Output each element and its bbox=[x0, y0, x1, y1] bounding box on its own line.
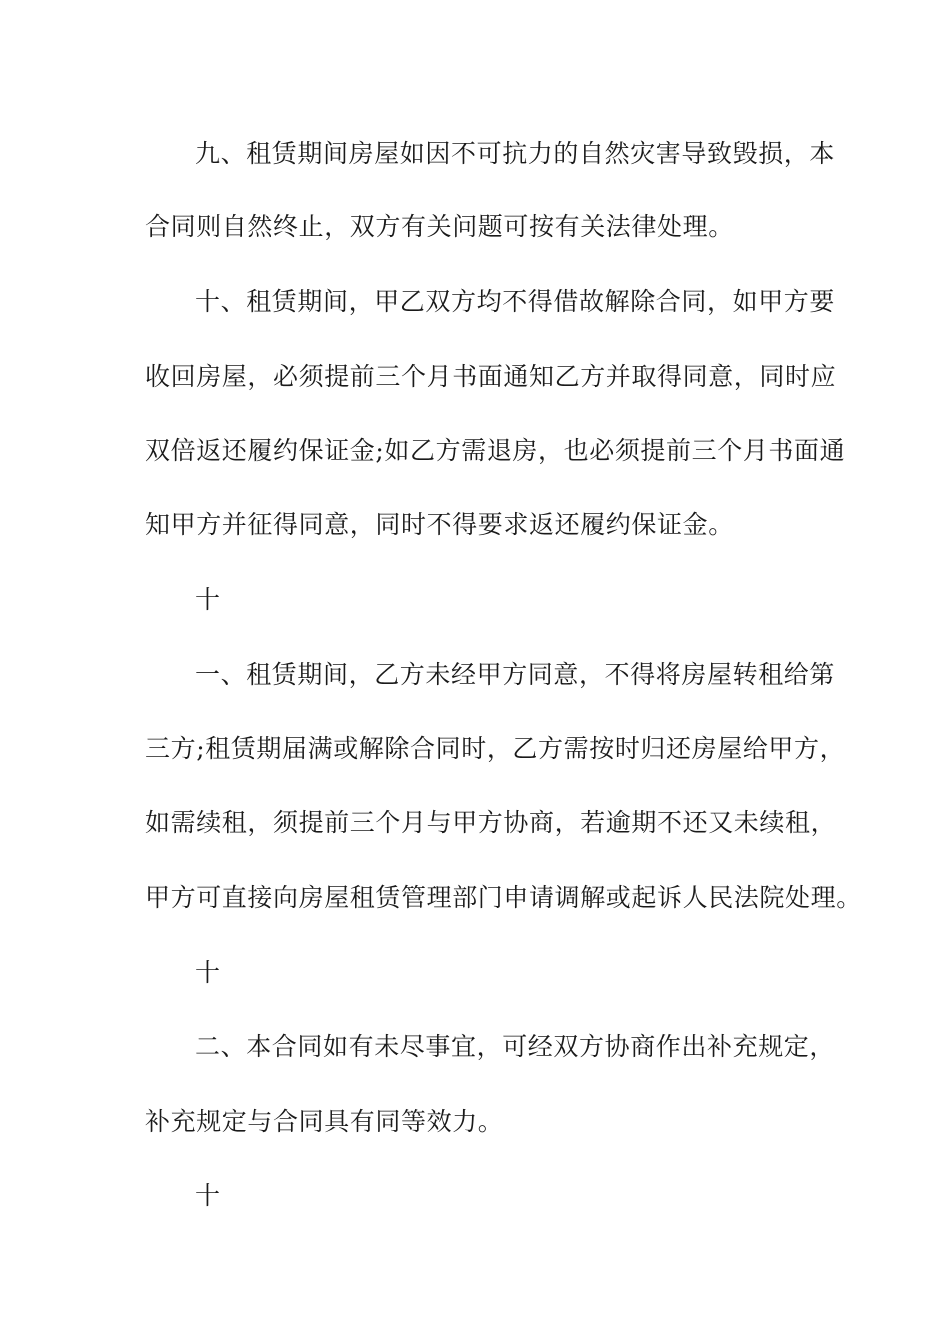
clause-11-line-1: 一、租赁期间，乙方未经甲方同意，不得将房屋转租给第 bbox=[195, 660, 836, 689]
clause-11-line-2: 三方;租赁期届满或解除合同时，乙方需按时归还房屋给甲方， bbox=[145, 734, 846, 763]
clause-12-line-2: 补充规定与合同具有同等效力。 bbox=[145, 1107, 504, 1136]
clause-12-line-1: 二、本合同如有未尽事宜，可经双方协商作出补充规定， bbox=[195, 1032, 836, 1061]
clause-12-number: 十 bbox=[195, 958, 221, 987]
clause-10-line-1: 十、租赁期间，甲乙双方均不得借故解除合同，如甲方要 bbox=[195, 287, 836, 316]
clause-9-line-1: 九、租赁期间房屋如因不可抗力的自然灾害导致毁损，本 bbox=[195, 139, 836, 168]
clause-11-number: 十 bbox=[195, 585, 221, 614]
clause-10-line-3: 双倍返还履约保证金;如乙方需退房，也必须提前三个月书面通 bbox=[145, 436, 846, 465]
clause-10-line-2: 收回房屋，必须提前三个月书面通知乙方并取得同意，同时应 bbox=[145, 362, 837, 391]
clause-10-line-4: 知甲方并征得同意，同时不得要求返还履约保证金。 bbox=[145, 510, 734, 539]
clause-9-line-2: 合同则自然终止，双方有关问题可按有关法律处理。 bbox=[145, 212, 734, 241]
clause-13-number: 十 bbox=[195, 1181, 221, 1210]
clause-11-line-3: 如需续租，须提前三个月与甲方协商，若逾期不还又未续租， bbox=[145, 808, 837, 837]
clause-11-line-4: 甲方可直接向房屋租赁管理部门申请调解或起诉人民法院处理。 bbox=[145, 883, 862, 912]
